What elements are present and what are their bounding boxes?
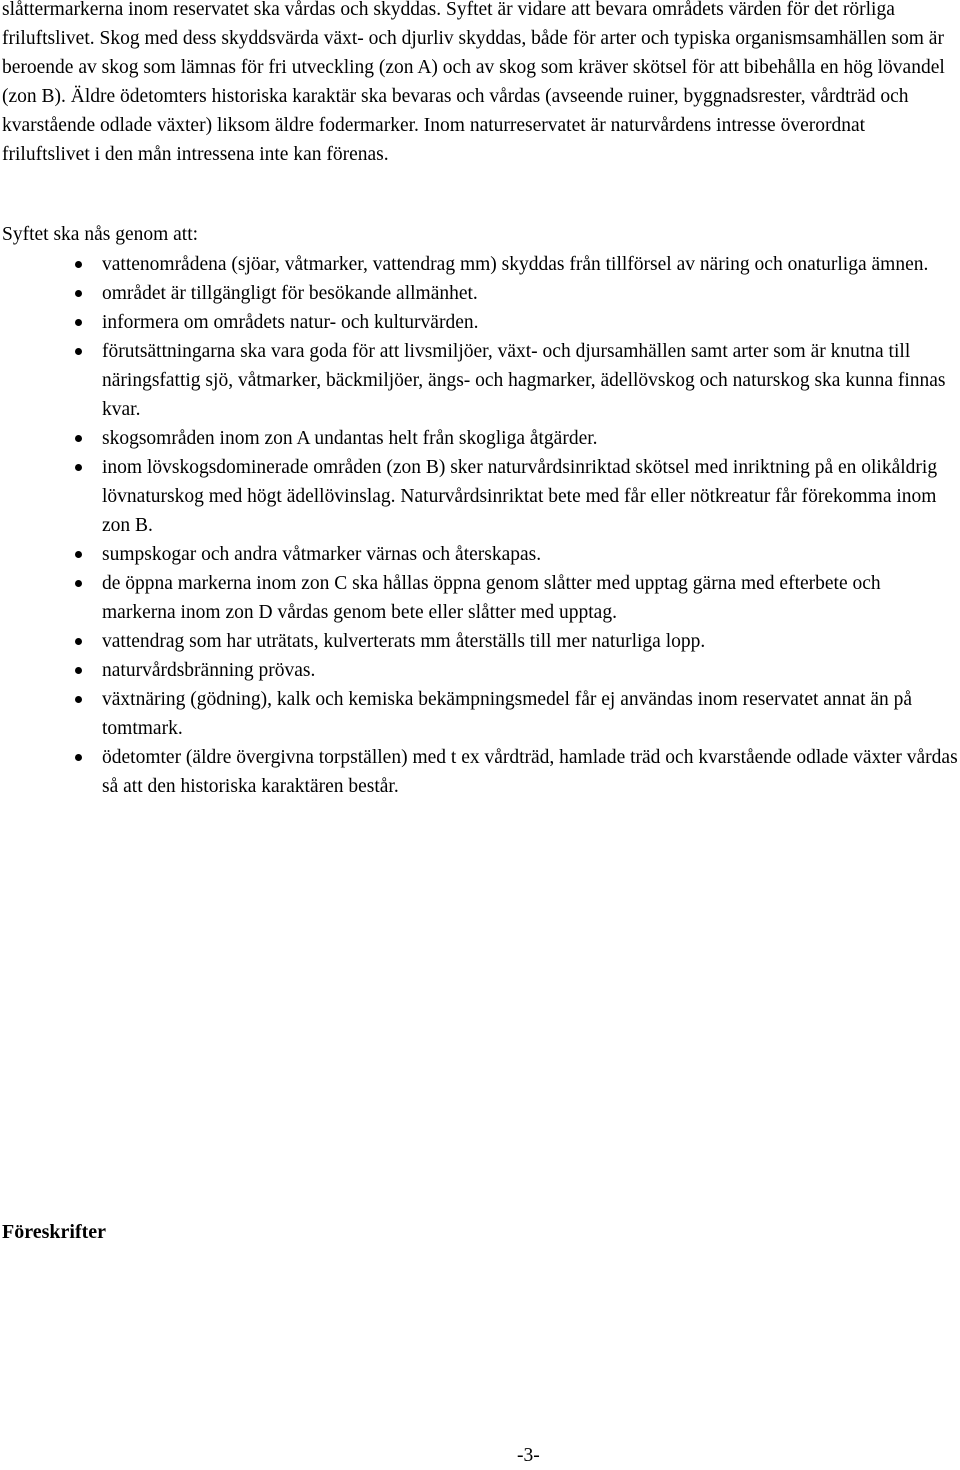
list-item: [0, 627, 960, 656]
bullet-icon: [75, 551, 82, 558]
page-number: -3-: [517, 1445, 540, 1466]
bullet-icon: [75, 580, 82, 587]
goals-lead: Syftet ska nås genom att:: [2, 224, 199, 245]
list-item: [0, 540, 960, 569]
bullet-icon: [75, 261, 82, 268]
list-item-text: ödetomter (äldre övergivna torpställen) med t ex vårdträd, hamlade träd och kvarstående odlade växter vårdas så att den historiska karaktären består.: [102, 747, 958, 797]
bullet-icon: [75, 696, 82, 703]
list-item-text: skogsområden inom zon A undantas helt från skogliga åtgärder.: [102, 428, 598, 449]
bullet-icon: [75, 464, 82, 471]
list-item: [0, 656, 960, 685]
list-item-text: naturvårdsbränning prövas.: [102, 660, 316, 681]
bullet-icon: [75, 348, 82, 355]
list-item: [0, 250, 960, 279]
list-item: [0, 308, 960, 337]
bullet-icon: [75, 435, 82, 442]
list-item-text: informera om områdets natur- och kulturvärden.: [102, 312, 479, 333]
bullet-icon: [75, 290, 82, 297]
section-heading: Föreskrifter: [2, 1221, 107, 1243]
list-item-text: inom lövskogsdominerade områden (zon B) sker naturvårdsinriktad skötsel med inriktning på en olikåldrig lövnaturskog med högt ädellövinslag. Naturvårdsinriktat bete med får eller nötkreatur får förekomma inom zon B.: [102, 457, 938, 536]
goals-list: [0, 250, 960, 801]
list-item-text: vattendrag som har uträtats, kulverterats mm återställs till mer naturliga lopp.: [102, 631, 706, 652]
list-item-text: de öppna markerna inom zon C ska hållas öppna genom slåtter med upptag gärna med efterbete och markerna inom zon D vårdas genom bete eller slåtter med upptag.: [102, 573, 881, 623]
list-item: [0, 453, 960, 540]
bullet-icon: [75, 319, 82, 326]
list-item-text: vattenområdena (sjöar, våtmarker, vattendrag mm) skyddas från tillförsel av näring och onaturliga ämnen.: [102, 254, 929, 275]
list-item-text: sumpskogar och andra våtmarker värnas och återskapas.: [102, 544, 542, 565]
list-item: [0, 337, 960, 424]
list-item: [0, 569, 960, 627]
bullet-icon: [75, 754, 82, 761]
list-item: [0, 424, 960, 453]
list-item: [0, 279, 960, 308]
list-item: [0, 685, 960, 743]
bullet-icon: [75, 667, 82, 674]
intro-paragraph: slåttermarkerna inom reservatet ska vårdas och skyddas. Syftet är vidare att bevara områdets värden för det rörliga friluftslivet. Skog med dess skyddsvärda växt- och djurliv skyddas, både för arter och typiska organismsamhällen som är beroende av skog som lämnas för fri utveckling (zon A) och av skog som kräver skötsel för att bibehålla en hög lövandel (zon B). Äldre ödetomters historiska karaktär ska bevaras och vårdas (avseende ruiner, byggnadsrester, vårdträd och kvarstående odlade växter) liksom äldre fodermarker. Inom naturreservatet är naturvårdens intresse överordnat friluftslivet i den mån intressena inte kan förenas.: [2, 0, 945, 165]
list-item-text: området är tillgängligt för besökande allmänhet.: [102, 283, 478, 304]
list-item-text: växtnäring (gödning), kalk och kemiska bekämpningsmedel får ej användas inom reservatet annat än på tomtmark.: [102, 689, 913, 739]
list-item-text: förutsättningarna ska vara goda för att livsmiljöer, växt- och djursamhällen samt arter som är knutna till näringsfattig sjö, våtmarker, bäckmiljöer, ängs- och hagmarker, ädellövskog och naturskog ska kunna finnas kvar.: [102, 341, 946, 420]
bullet-icon: [75, 638, 82, 645]
list-item: [0, 743, 960, 801]
